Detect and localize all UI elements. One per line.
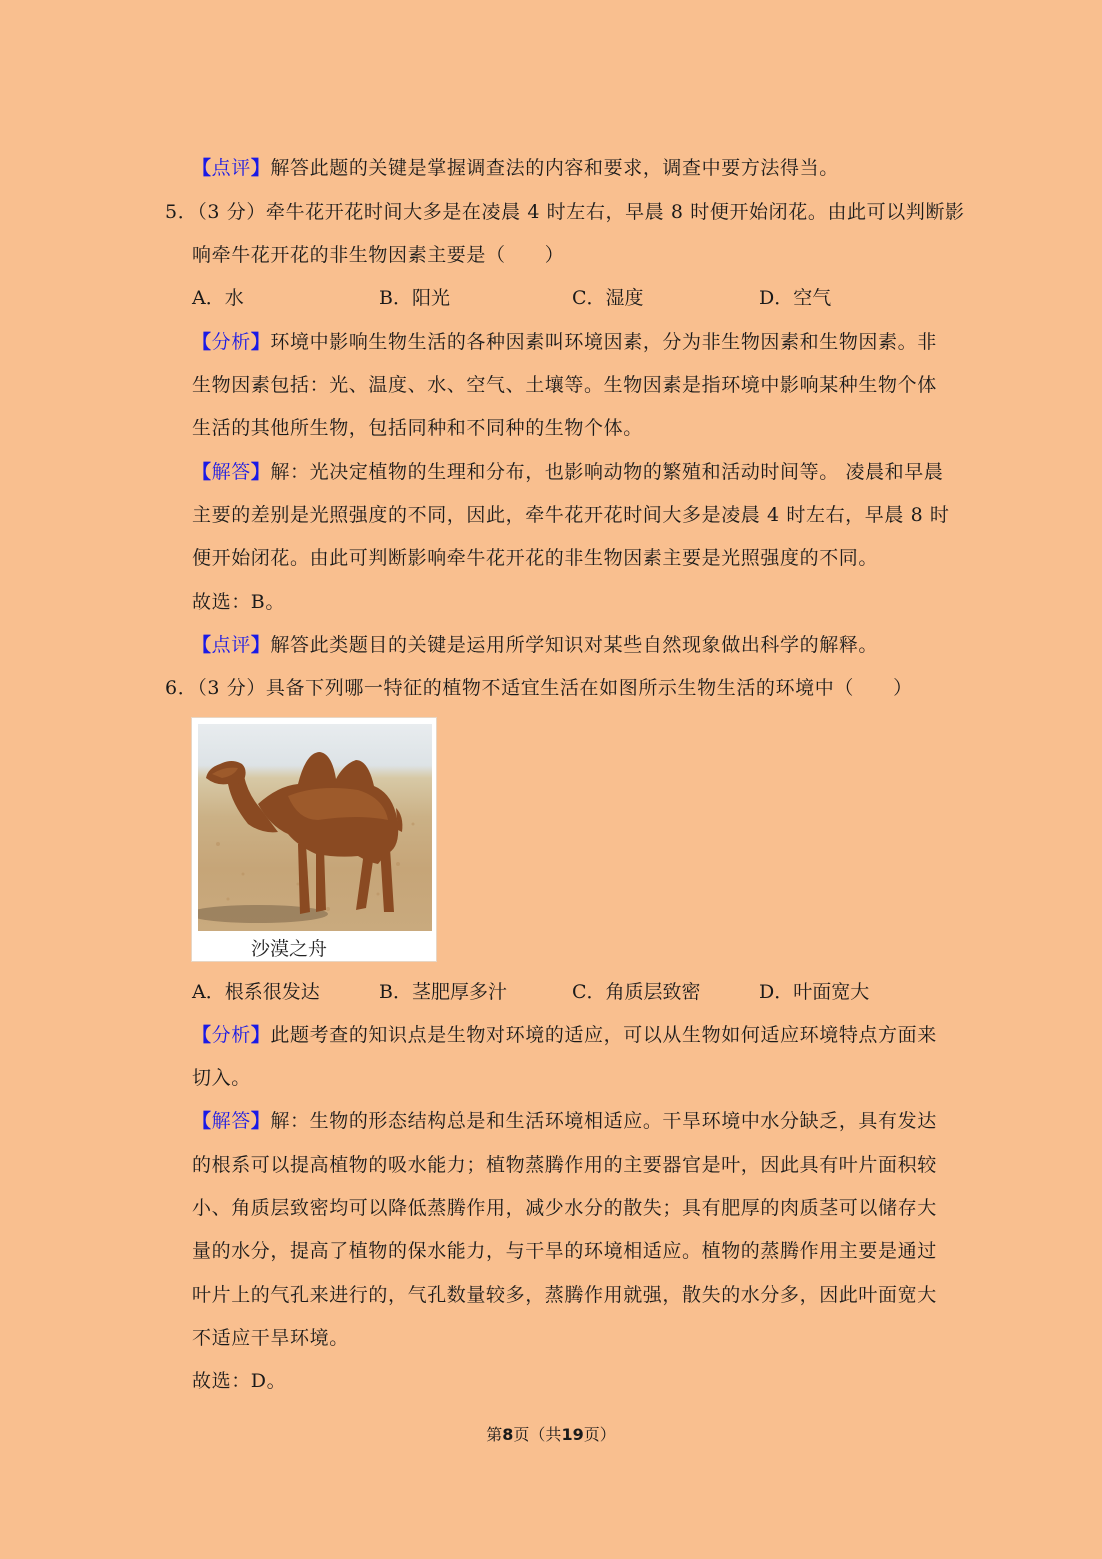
q5-answer-line1: 【解答】解：光决定植物的生理和分布，也影响动物的繁殖和活动时间等。 凌晨和早晨 (192, 461, 944, 483)
comment-tag: 【点评】 (192, 634, 271, 656)
q6-answer-line2: 的根系可以提高植物的吸水能力；植物蒸腾作用的主要器官是叶，因此具有叶片面积较 (192, 1154, 937, 1176)
answer-tag: 【解答】 (192, 461, 271, 483)
q6-analysis-line1: 【分析】此题考查的知识点是生物对环境的适应，可以从生物如何适应环境特点方面来 (192, 1024, 937, 1046)
q6-answer-line3: 小、角质层致密均可以降低蒸腾作用，减少水分的散失；具有肥厚的肉质茎可以储存大 (192, 1197, 937, 1219)
figure-caption: 沙漠之舟 (250, 938, 327, 960)
q6-option-d: D．叶面宽大 (759, 981, 870, 1003)
q5-choice: 故选：B。 (192, 591, 285, 613)
q6-answer-line5: 叶片上的气孔来进行的，气孔数量较多，蒸腾作用就强，散失的水分多，因此叶面宽大 (192, 1284, 937, 1306)
q6-answer-line6: 不适应干旱环境。 (192, 1327, 349, 1349)
q5-analysis-line3: 生活的其他所生物，包括同种和不同种的生物个体。 (192, 417, 643, 439)
comment-tag: 【点评】 (192, 157, 271, 179)
q5-answer-line2: 主要的差别是光照强度的不同，因此，牵牛花开花时间大多是凌晨 4 时左右，早晨 8 时 (192, 504, 950, 526)
q6-analysis-line2: 切入。 (192, 1067, 251, 1089)
q5-option-b: B．阳光 (379, 287, 450, 309)
q5-option-a: A．水 (192, 287, 244, 309)
page-footer: 第8页（共19页） (486, 1425, 616, 1444)
q5-analysis-line1: 【分析】环境中影响生物生活的各种因素叫环境因素，分为非生物因素和生物因素。非 (192, 331, 937, 353)
q5-stem-line1: 5．（3 分）牵牛花开花时间大多是在凌晨 4 时左右，早晨 8 时便开始闭花。由此可以判断影 (165, 201, 965, 223)
q5-option-c: C．湿度 (572, 287, 644, 309)
q5-answer-line3: 便开始闭花。由此可判断影响牵牛花开花的非生物因素主要是光照强度的不同。 (192, 547, 879, 569)
q6-option-c: C．角质层致密 (572, 981, 701, 1003)
q6-answer-line1: 【解答】解：生物的形态结构总是和生活环境相适应。干旱环境中水分缺乏，具有发达 (192, 1110, 937, 1132)
camel-photo-icon (198, 724, 432, 931)
q6-answer-line4: 量的水分，提高了植物的保水能力，与干旱的环境相适应。植物的蒸腾作用主要是通过 (192, 1240, 937, 1262)
prev-comment: 【点评】解答此题的关键是掌握调查法的内容和要求，调查中要方法得当。 (192, 157, 839, 179)
answer-tag: 【解答】 (192, 1110, 271, 1132)
page-number: 8 (502, 1425, 514, 1444)
q5-comment: 【点评】解答此类题目的关键是运用所学知识对某些自然现象做出科学的解释。 (192, 634, 879, 656)
analysis-tag: 【分析】 (192, 1024, 271, 1046)
q6-option-a: A．根系很发达 (192, 981, 320, 1003)
q5-option-d: D．空气 (759, 287, 832, 309)
page-total: 19 (561, 1425, 584, 1444)
q6-choice: 故选：D。 (192, 1370, 287, 1392)
analysis-tag: 【分析】 (192, 331, 271, 353)
q6-stem: 6．（3 分）具备下列哪一特征的植物不适宜生活在如图所示生物生活的环境中（ ） (165, 677, 913, 699)
q6-option-b: B．茎肥厚多汁 (379, 981, 507, 1003)
q6-figure (191, 717, 437, 962)
q5-analysis-line2: 生物因素包括：光、温度、水、空气、土壤等。生物因素是指环境中影响某种生物个体 (192, 374, 937, 396)
q5-stem-line2: 响牵牛花开花的非生物因素主要是（ ） (192, 244, 565, 266)
